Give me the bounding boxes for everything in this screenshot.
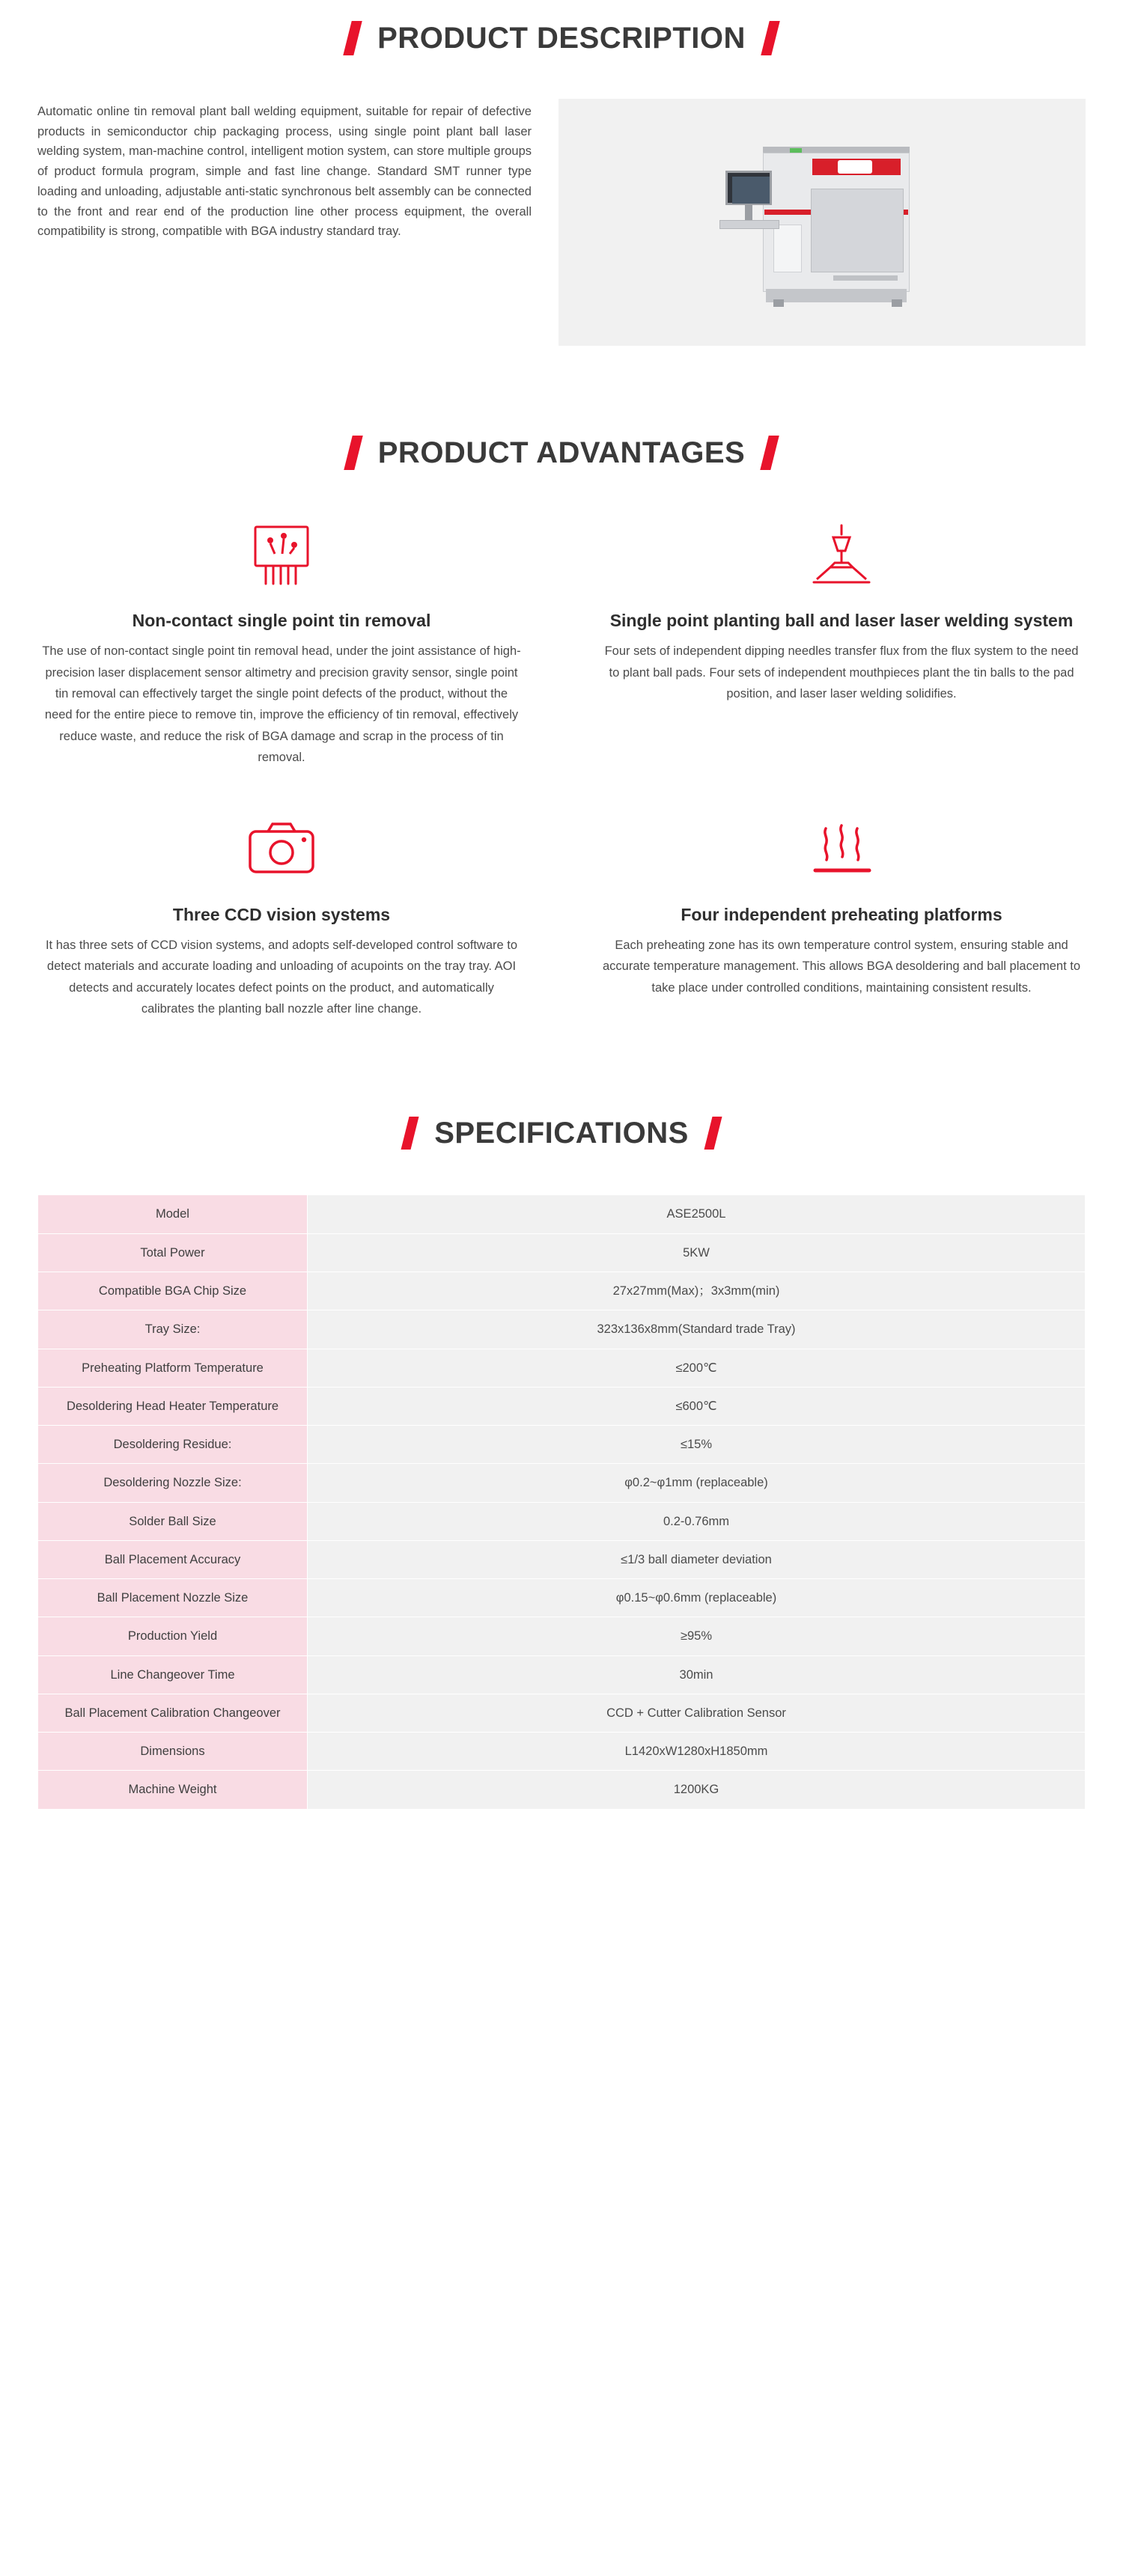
machine-illustration-icon [699,136,946,308]
spec-label: Total Power [38,1233,308,1272]
slash-decoration-right-icon [760,436,779,470]
spec-value: φ0.2~φ1mm (replaceable) [308,1464,1086,1502]
product-description-block [0,99,1123,346]
table-row [38,1464,1086,1502]
table-row [38,1426,1086,1464]
slash-decoration-left-icon [344,436,362,470]
spec-value: ≤15% [308,1426,1086,1464]
slash-decoration-left-icon [401,1117,419,1150]
page-title: PRODUCT DESCRIPTION [377,22,746,55]
spec-value: φ0.15~φ0.6mm (replaceable) [308,1579,1086,1617]
spec-value: 5KW [308,1233,1086,1272]
spec-value: 323x136x8mm(Standard trade Tray) [308,1310,1086,1349]
product-advantages-section [0,436,1123,1019]
preheating-icon [597,808,1086,891]
spec-label: Ball Placement Nozzle Size [38,1579,308,1617]
spec-label: Tray Size: [38,1310,308,1349]
spec-value: L1420xW1280xH1850mm [308,1733,1086,1771]
spec-value: ≤600℃ [308,1387,1086,1425]
spec-label: Machine Weight [38,1771,308,1809]
specifications-heading [0,1117,1123,1150]
table-row [38,1233,1086,1272]
advantage-text: The use of non-contact single point tin removal head, under the joint assistance of high-precision laser displacement sensor altimetry and precision gravity sensor, single point tin removal can effectively target the single point defects of the product, without the need for the entire piece to remove tin, improve the efficiency of tin removal, effectively reduce waste, and reduce the risk of BGA damage and scrap in the process of tin removal. [42,644,521,765]
spec-label: Ball Placement Accuracy [38,1540,308,1578]
table-row [38,1502,1086,1540]
spec-value: ≤200℃ [308,1349,1086,1387]
table-row [38,1349,1086,1387]
advantage-text: It has three sets of CCD vision systems, and adopts self-developed control software to detect materials and accurate loading and unloading of acupoints on the tray tray. AOI detects and accurately locates defect points on the product, and automatically calibrates the planting ball nozzle after line change. [45,938,518,1016]
advantage-title: Non-contact single point tin removal [132,611,431,630]
table-row [38,1195,1086,1233]
spec-value: 1200KG [308,1771,1086,1809]
advantages-grid [0,513,1123,1019]
advantage-text: Four sets of independent dipping needles transfer flux from the flux system to the need to plant ball pads. Four sets of independent mouthpieces plant the tin balls to the pad position, and laser laser welding solidifies. [604,644,1079,701]
laser-welding-icon [597,513,1086,597]
product-page [0,21,1123,1855]
spec-label: Compatible BGA Chip Size [38,1272,308,1310]
slash-decoration-right-icon [704,1117,722,1150]
advantage-title: Single point planting ball and laser laser welding system [609,611,1074,630]
spec-label: Desoldering Head Heater Temperature [38,1387,308,1425]
product-photo [559,99,1086,346]
advantage-item [597,513,1086,769]
spec-value: ASE2500L [308,1195,1086,1233]
specifications-section [0,1117,1123,1809]
spec-label: Model [38,1195,308,1233]
spec-value: 27x27mm(Max)；3x3mm(min) [308,1272,1086,1310]
slash-decoration-right-icon [761,21,779,55]
camera-icon [37,808,526,891]
spec-value: 0.2-0.76mm [308,1502,1086,1540]
product-description-text: Automatic online tin removal plant ball welding equipment, suitable for repair of defective products in semiconductor chip packaging process, using single point plant ball laser welding system, man-machine control, intelligent motion system, can store multiple groups of product formula program, simple and fast line change. Standard SMT runner type loading and unloading, adjustable anti-static synchronous belt assembly can be connected to the front and rear end of the production line other process equipment, the overall compatibility is strong, compatible with BGA industry standard tray. [37,105,532,239]
slash-decoration-left-icon [343,21,362,55]
advantage-title: Three CCD vision systems [172,904,391,924]
spec-label: Ball Placement Calibration Changeover [38,1694,308,1732]
spec-label: Preheating Platform Temperature [38,1349,308,1387]
table-row [38,1540,1086,1578]
tin-removal-head-icon [37,513,526,597]
spec-label: Dimensions [38,1733,308,1771]
spec-label: Solder Ball Size [38,1502,308,1540]
table-row [38,1694,1086,1732]
advantage-text: Each preheating zone has its own temperature control system, ensuring stable and accurate temperature management. This allows BGA desoldering and ball placement to take place under controlled conditions, maintaining consistent results. [602,938,1081,995]
table-row [38,1771,1086,1809]
advantage-item [37,513,526,769]
section-title: PRODUCT ADVANTAGES [377,436,746,469]
table-row [38,1617,1086,1655]
spec-value: ≥95% [308,1617,1086,1655]
table-row [38,1387,1086,1425]
specifications-table [37,1194,1086,1809]
section-title: SPECIFICATIONS [434,1117,689,1150]
table-row [38,1310,1086,1349]
product-advantages-heading [0,436,1123,470]
spec-label: Desoldering Nozzle Size: [38,1464,308,1502]
spec-value: ≤1/3 ball diameter deviation [308,1540,1086,1578]
product-description-heading [0,21,1123,55]
advantage-item [597,808,1086,1020]
advantage-item [37,808,526,1020]
spec-value: 30min [308,1655,1086,1694]
spec-label: Desoldering Residue: [38,1426,308,1464]
table-row [38,1733,1086,1771]
advantage-title: Four independent preheating platforms [681,904,1002,924]
spec-value: CCD + Cutter Calibration Sensor [308,1694,1086,1732]
table-row [38,1579,1086,1617]
table-row [38,1655,1086,1694]
table-row [38,1272,1086,1310]
spec-label: Line Changeover Time [38,1655,308,1694]
spec-label: Production Yield [38,1617,308,1655]
